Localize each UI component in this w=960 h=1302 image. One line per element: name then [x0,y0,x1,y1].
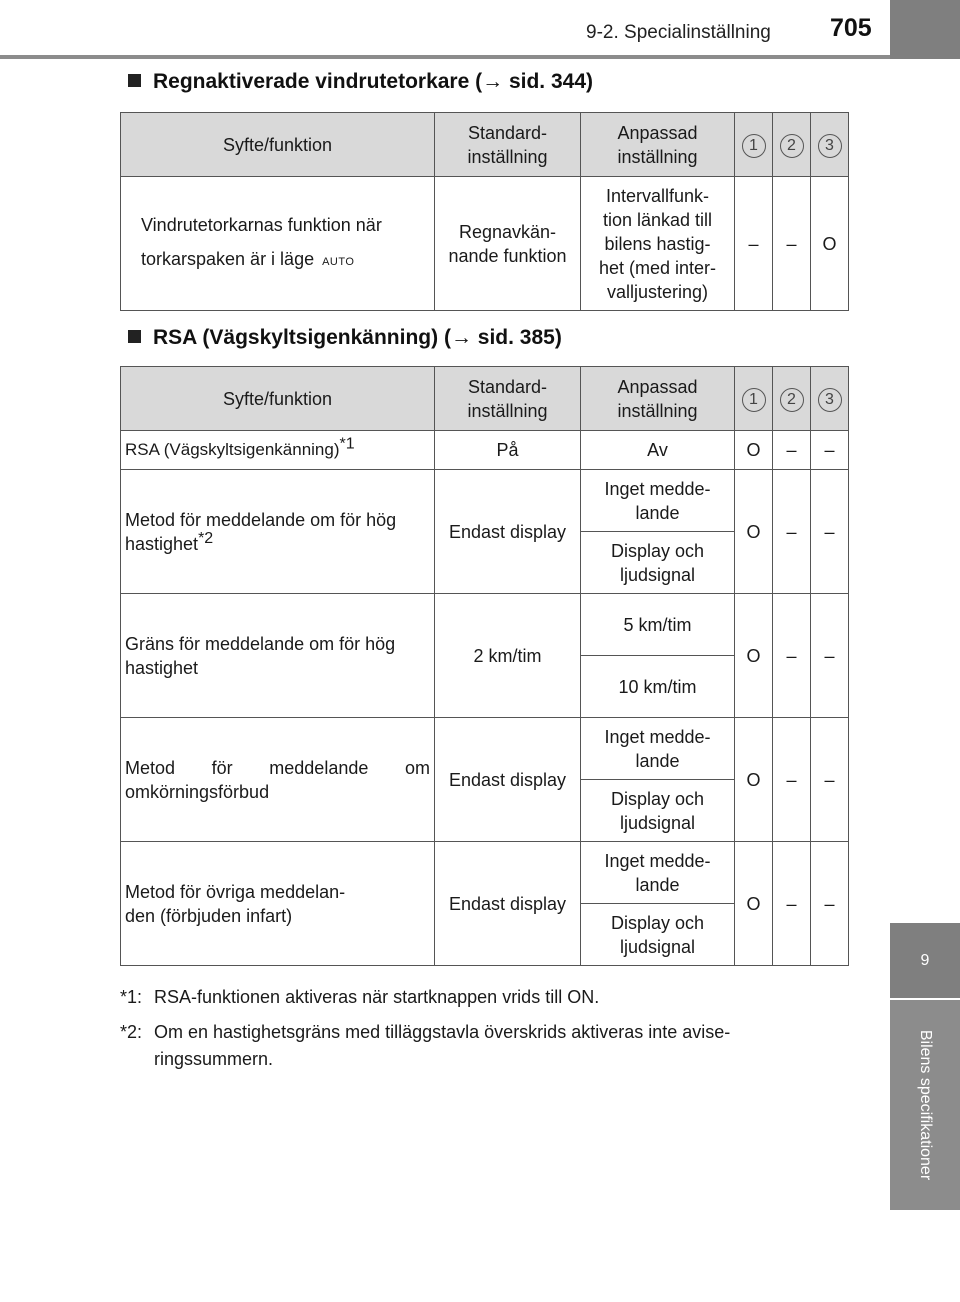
cell-custom-a: Inget medde- lande [581,718,735,780]
cell-default: Regnavkän- nande funktion [435,177,581,311]
header-purpose: Syfte/funktion [121,113,435,177]
header-method-1 [735,113,773,177]
cell-custom-b: Display och ljudsignal [581,780,735,842]
cell-method-1: O [735,842,773,966]
function-line-2-wrap [141,242,430,279]
cell-method-3: – [811,470,849,594]
section-title-rsa [128,326,562,350]
circle-3-icon: 3 [818,388,842,412]
cell-method-1: O [735,594,773,718]
cell-method-2: – [773,718,811,842]
cell-function: Metod för meddelande om omkörningsförbud [121,718,435,842]
function-line-2: torkarspaken är i läge [141,249,315,269]
header-rule [0,55,960,59]
cell-default: På [435,431,581,470]
header-default: Standard- inställning [435,113,581,177]
cell-default: 2 km/tim [435,594,581,718]
section-title-text: RSA (Vägskyltsigenkänning) (→ sid. 385) [153,326,562,349]
table-row [121,842,849,904]
cell-method-1: O [735,431,773,470]
circle-1-icon: 1 [742,134,766,158]
footnote-mark: *1: [120,987,143,1007]
table-row [121,431,849,470]
bullet-square-icon [128,74,141,87]
header-method-3 [811,113,849,177]
footnote-ref: *1 [339,435,355,453]
chapter-title: Bilens specifikationer [917,1029,934,1181]
function-text: RSA (Vägskyltsigenkänning) [125,440,340,459]
footnote-text: RSA-funktionen aktiveras när startknappen vrids till ON. [154,987,600,1007]
chapter-number-tab [890,923,960,998]
cell-default: Endast display [435,842,581,966]
cell-method-2: – [773,470,811,594]
footnote-text: Om en hastighetsgräns med tilläggstavla överskrids aktiveras inte avise- ringssummern. [154,1022,731,1069]
cell-function [121,470,435,594]
cell-method-1: – [735,177,773,311]
wiper-settings-table [120,112,849,311]
cell-function: Metod för övriga meddelan- den (förbjuden infart) [121,842,435,966]
cell-custom-b: Display och ljudsignal [581,904,735,966]
rsa-settings-table [120,366,849,966]
header-purpose: Syfte/funktion [121,367,435,431]
cell-custom: Av [581,431,735,470]
chapter-number: 9 [920,951,930,969]
cell-custom-b: Display och ljudsignal [581,532,735,594]
cell-method-1: O [735,470,773,594]
cell-default: Endast display [435,718,581,842]
table-row [121,177,849,311]
circle-1-icon: 1 [742,388,766,412]
cell-function [121,431,435,470]
table-row [121,470,849,532]
circle-3-icon: 3 [818,134,842,158]
header-method-2 [773,113,811,177]
cell-method-3: – [811,594,849,718]
table-row [121,718,849,780]
circle-2-icon: 2 [780,134,804,158]
cell-custom-a: Inget medde- lande [581,842,735,904]
cell-method-2: – [773,431,811,470]
cell-function: Gräns för meddelande om för hög hastighet [121,594,435,718]
section-title-rain-wipers [128,70,593,94]
cell-method-2: – [773,594,811,718]
side-tab-top [890,0,960,59]
page-number: 705 [830,14,872,42]
header-method-2 [773,367,811,431]
header-method-1 [735,367,773,431]
header-custom: Anpassad inställning [581,113,735,177]
cell-method-1: O [735,718,773,842]
auto-position-icon: AUTO [322,256,355,268]
cell-method-3: – [811,431,849,470]
table-header-row [121,367,849,431]
header-method-3 [811,367,849,431]
footnote-ref: *2 [198,529,214,547]
table-row [121,594,849,656]
cell-default: Endast display [435,470,581,594]
cell-custom: Intervallfunk- tion länkad till bilens hastig- het (med inter- valljustering) [581,177,735,311]
circle-2-icon: 2 [780,388,804,412]
table-header-row [121,113,849,177]
bullet-square-icon [128,330,141,343]
footnote-1 [120,984,842,1011]
cell-function [121,177,435,311]
cell-custom-b: 10 km/tim [581,656,735,718]
function-line-1: Vindrutetorkarnas funktion när [141,215,382,235]
footnote-2 [120,1019,842,1073]
header-default: Standard- inställning [435,367,581,431]
footnote-mark: *2: [120,1022,143,1042]
section-heading: 9-2. Specialinställning [586,22,771,43]
cell-method-3: – [811,842,849,966]
cell-custom-a: Inget medde- lande [581,470,735,532]
cell-method-3: O [811,177,849,311]
cell-method-2: – [773,842,811,966]
cell-method-2: – [773,177,811,311]
cell-custom-a: 5 km/tim [581,594,735,656]
function-text: Metod för meddelande om för hög hastighet [125,509,397,554]
section-title-text: Regnaktiverade vindrutetorkare (→ sid. 344) [153,70,593,93]
chapter-title-tab [890,1000,960,1210]
cell-method-3: – [811,718,849,842]
header-custom: Anpassad inställning [581,367,735,431]
